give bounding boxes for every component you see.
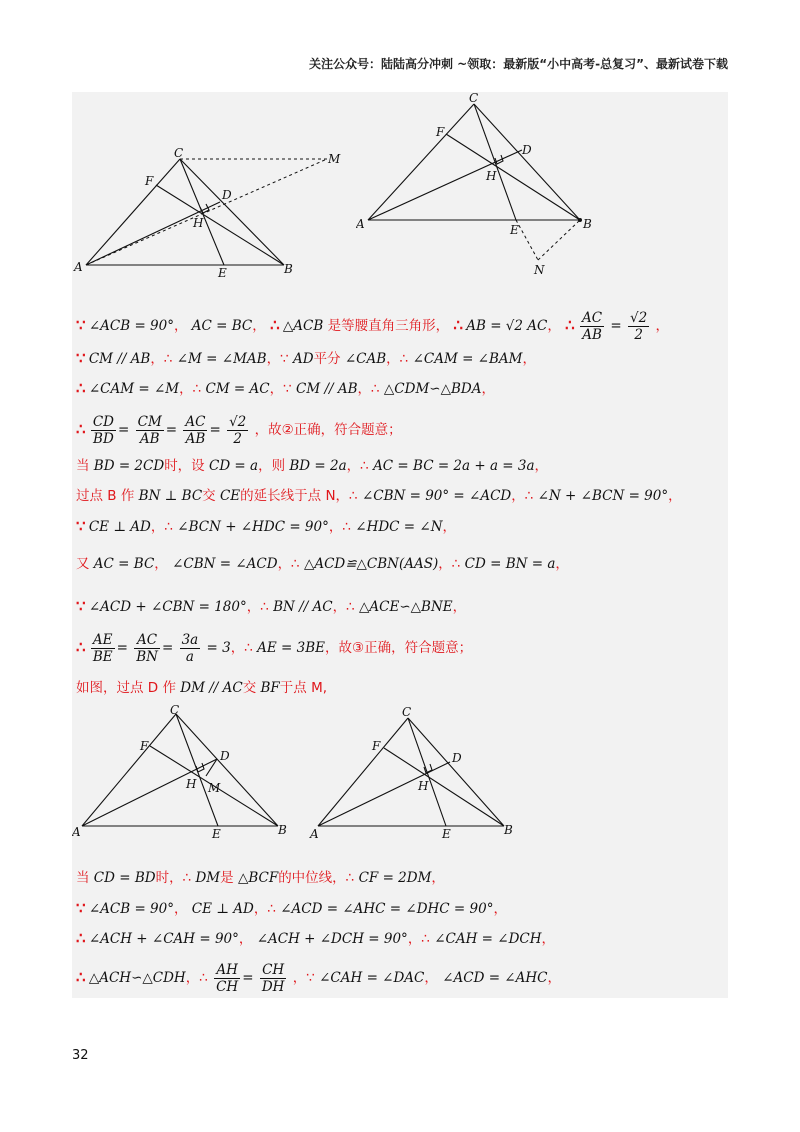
line-1: ∵ ∠ACB = 90°， AC = BC， ∴ △ACB 是等腰直角三角形， ∴ AB = √2 AC， ∴ $\frac{AC}{AB}$ = $\frac{√2}{2}$ ， [76, 310, 670, 343]
fig1-label-m: M [328, 152, 341, 166]
fig3-label-h: H [186, 777, 197, 791]
page-header: 关注公众号：陆陆高分冲刺 ~领取：最新版“小中高考-总复习”、最新试卷下载 [309, 57, 728, 71]
fig1-label-f: F [145, 174, 154, 188]
fig4-label-d: D [452, 751, 462, 765]
fig1-label-a: A [74, 260, 83, 274]
figure-3 [72, 704, 302, 844]
fig2-label-b: B [583, 217, 592, 231]
line-2: ∵ CM // AB，∴ ∠M = ∠MAB，∵ AD平分 ∠CAB，∴ ∠CAM = ∠BAM， [76, 349, 536, 367]
fig2-label-c: C [469, 92, 479, 105]
line-15: ∴ △ACH∽△CDH，∴ $\frac{AH}{CH}$ = $\frac{CH}{DH}$ ，∵ ∠CAH = ∠DAC， ∠ACD = ∠AHC， [76, 962, 561, 995]
fig2-label-a: A [356, 217, 365, 231]
fig3-label-f: F [140, 739, 149, 753]
fig3-label-b: B [278, 823, 287, 837]
line-3: ∴ ∠CAM = ∠M，∴ CM = AC，∵ CM // AB，∴ △CDM∽△BDA， [76, 379, 495, 397]
fig2-label-e: E [510, 223, 519, 237]
fig4-label-c: C [402, 705, 412, 719]
line-6: 过点 B 作 BN ⊥ BC交 CE的延长线于点 N，∴ ∠CBN = 90° = ∠ACD，∴ ∠N + ∠BCN = 90°， [76, 488, 682, 504]
fig1-label-e: E [218, 266, 227, 277]
line-8: 又 AC = BC， ∠CBN = ∠ACD，∴ △ACD≌△CBN(AAS)，∴ CD = BN = a， [76, 556, 569, 572]
line-13: ∵ ∠ACB = 90°， CE ⊥ AD，∴ ∠ACD = ∠AHC = ∠DHC = 90°， [76, 899, 507, 917]
fig4-label-f: F [372, 739, 381, 753]
line-14: ∴ ∠ACH + ∠CAH = 90°， ∠ACH + ∠DCH = 90°，∴ ∠CAH = ∠DCH， [76, 929, 555, 947]
line-4: ∴ $\frac{CD}{BD}$ = $\frac{CM}{AB}$ = $\frac{AC}{AB}$ = $\frac{√2}{2}$ ，故②正确，符合题意； [76, 414, 402, 447]
fig1-label-d: D [222, 188, 232, 202]
line-7: ∵ CE ⊥ AD，∴ ∠BCN + ∠HDC = 90°，∴ ∠HDC = ∠N， [76, 517, 457, 535]
fig4-label-e: E [442, 827, 451, 841]
fig1-label-b: B [284, 262, 293, 276]
fig4-label-b: B [504, 823, 513, 837]
figure-2 [356, 92, 606, 282]
fig3-label-a: A [72, 825, 81, 839]
fig3-label-c: C [170, 704, 180, 717]
fig4-label-a: A [310, 827, 319, 841]
solution-panel [72, 92, 728, 998]
fig2-label-h: H [486, 169, 497, 183]
figure-1 [72, 147, 352, 277]
fig2-label-d: D [522, 143, 532, 157]
fig3-label-m: M [208, 781, 221, 795]
fig3-label-e: E [212, 827, 221, 841]
line-11: 如图，过点 D 作 DM // AC交 BF于点 M, [76, 680, 328, 696]
line-10: ∴ $\frac{AE}{BE}$ = $\frac{AC}{BN}$ = $\frac{3a}{a}$ = 3，∴ AE = 3BE，故③正确，符合题意； [76, 632, 473, 665]
line-9: ∵ ∠ACD + ∠CBN = 180°，∴ BN // AC，∴ △ACE∽△BNE， [76, 597, 467, 615]
fig1-label-h: H [193, 216, 204, 230]
figure-4 [308, 704, 528, 844]
page-number: 32 [72, 1048, 89, 1063]
fig3-label-d: D [220, 749, 230, 763]
fig2-label-n: N [534, 263, 545, 277]
line-12: 当 CD = BD时，∴ DM是 △BCF的中位线，∴ CF = 2DM， [76, 870, 445, 886]
fig2-label-f: F [436, 125, 445, 139]
fig1-label-c: C [174, 147, 184, 160]
line-5: 当 BD = 2CD时，设 CD = a，则 BD = 2a，∴ AC = BC = 2a + a = 3a， [76, 458, 549, 474]
fig4-label-h: H [418, 779, 429, 793]
